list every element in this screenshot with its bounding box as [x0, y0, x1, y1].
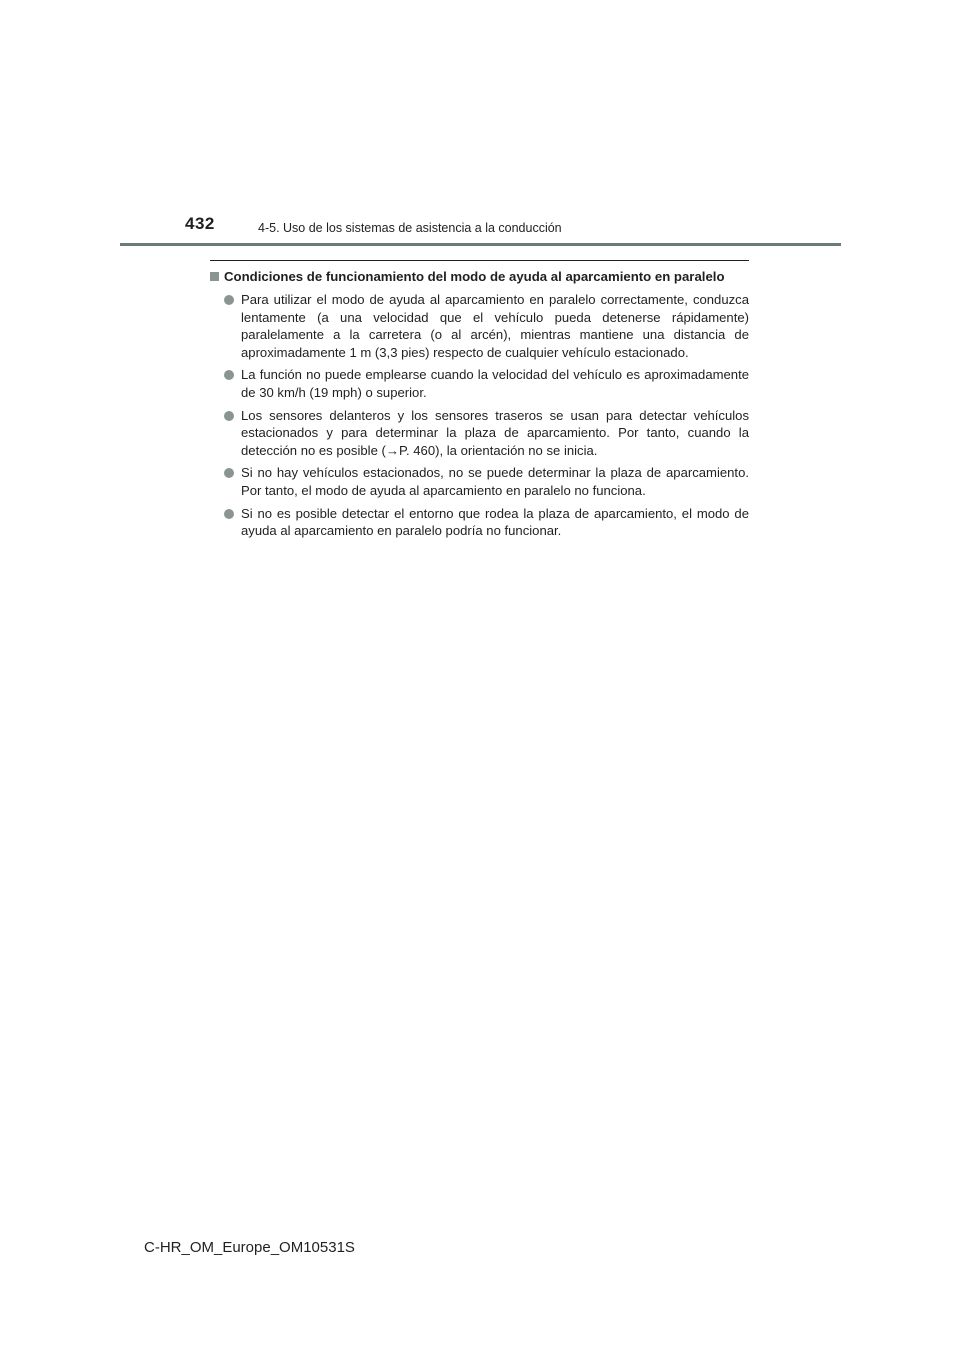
circle-bullet-icon — [224, 468, 234, 478]
section-heading — [210, 269, 770, 284]
circle-bullet-icon — [224, 370, 234, 380]
document-code: C-HR_OM_Europe_OM10531S — [144, 1239, 355, 1256]
chapter-title: 4-5. Uso de los sistemas de asistencia a la conducción — [258, 221, 562, 235]
list-item — [224, 407, 749, 460]
list-item — [224, 464, 749, 499]
list-item-text: Si no es posible detectar el entorno que rodea la plaza de aparcamiento, el modo de ayuda al aparcamiento en paralelo podría no funcionar. — [241, 505, 749, 539]
circle-bullet-icon — [224, 509, 234, 519]
list-item-text: Si no hay vehículos estacionados, no se puede determinar la plaza de aparcamiento. Por tanto, el modo de ayuda al aparcamiento en paralelo no funciona. — [241, 465, 749, 498]
list-item — [224, 366, 749, 401]
list-item-text: Para utilizar el modo de ayuda al aparcamiento en paralelo correctamente, conduzca lentamente (a una velocidad que el vehículo pueda detenerse rápidamente) paralelamente a la carretera (o al arcén), mientras mantiene una distancia de aproximadamente 1 m (3,3 pies) respecto de cualquier vehículo estacionado. — [241, 292, 749, 360]
circle-bullet-icon — [224, 411, 234, 421]
list-item — [224, 505, 749, 540]
section-divider — [210, 260, 749, 261]
square-bullet-icon — [210, 272, 219, 281]
bullet-list — [224, 291, 749, 545]
page-number: 432 — [185, 214, 215, 233]
list-item-text: Los sensores delanteros y los sensores traseros se usan para detectar vehículos estacionados y para determinar la plaza de aparcamiento. Por tanto, cuando la detección no es posible (→P. 460), la orientación no se inicia. — [241, 407, 749, 458]
circle-bullet-icon — [224, 295, 234, 305]
list-item-text: La función no puede emplearse cuando la velocidad del vehículo es aproximadamente de 30 km/h (19 mph) o superior. — [241, 367, 749, 400]
list-item — [224, 291, 749, 361]
section-heading-text: Condiciones de funcionamiento del modo de ayuda al aparcamiento en paralelo — [224, 269, 725, 284]
header-divider — [120, 243, 841, 246]
